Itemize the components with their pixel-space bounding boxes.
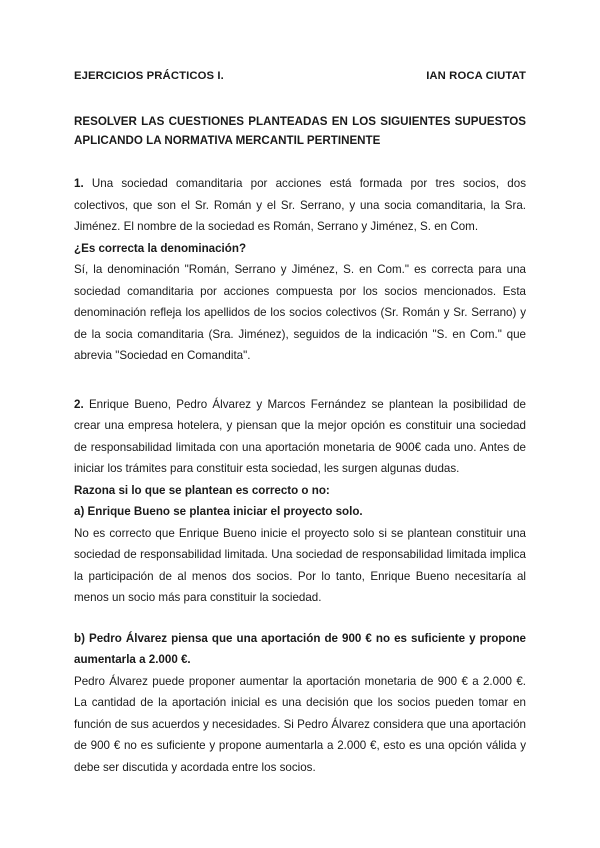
exercise-2b-answer: Pedro Álvarez puede proponer aumentar la aportación monetaria de 900 € a 2.000 €. La cantidad de la aportación inicial es una decisión que los socios pueden tomar en función de sus acuerdos y necesidades. Si Pedro Álvarez considera que una aportación de 900 € no es suficiente y propone aumentarla a 2.000 €, esto es una opción válida y debe ser discutida y acordada entre los socios. [74,674,526,774]
exercise-2-statement [74,394,526,480]
document-title: EJERCICIOS PRÁCTICOS I. [74,70,224,82]
exercise-1-statement [74,173,526,238]
exercise-2 [74,394,526,609]
exercise-2-question: Razona si lo que se plantean es correcto o no: [74,483,330,497]
exercise-2b [74,628,526,779]
exercise-2-number: 2. [74,397,84,411]
exercise-1-number: 1. [74,177,84,190]
exercise-1-answer: Sí, la denominación "Román, Serrano y Jiménez, S. en Com." es correcta para una sociedad comanditaria por acciones compuesta por los socios mencionados. Esta denominación refleja los apellidos de los socios colectivos (Sr. Román y Sr. Serrano) y de la socia comanditaria (Sra. Jiménez), seguidos de la indicación "S. en Com." que abrevia "Sociedad en Comandita". [74,263,526,362]
author-name: IAN ROCA CIUTAT [426,70,526,82]
exercise-2a-answer: No es correcto que Enrique Bueno inicie el proyecto solo si se plantean constituir una sociedad de responsabilidad limitada. Una sociedad de responsabilidad limitada implica la participación de al menos dos socios. Por lo tanto, Enrique Bueno necesitaría al menos un socio más para constituir la sociedad. [74,526,526,604]
document-header [74,70,526,82]
exercise-1-text: Una sociedad comanditaria por acciones está formada por tres socios, dos colectivos, que son el Sr. Román y el Sr. Serrano, y una socia comanditaria, la Sra. Jiménez. El nombre de la sociedad es Román, Serrano y Jiménez, S. en Com. [74,177,526,233]
exercise-2-text: Enrique Bueno, Pedro Álvarez y Marcos Fernández se plantean la posibilidad de crear una empresa hotelera, y piensan que la mejor opción es constituir una sociedad de responsabilidad limitada con una aportación monetaria de 900€ cada uno. Antes de iniciar los trámites para constituir esta sociedad, les surgen algunas dudas. [74,397,526,475]
instructions-heading: RESOLVER LAS CUESTIONES PLANTEADAS EN LOS SIGUIENTES SUPUESTOS APLICANDO LA NORMATIVA MERCANTIL PERTINENTE [74,115,526,147]
exercise-2a-question: a) Enrique Bueno se plantea iniciar el proyecto solo. [74,505,363,518]
exercise-2b-question: b) Pedro Álvarez piensa que una aportación de 900 € no es suficiente y propone aumentarla a 2.000 €. [74,631,526,666]
exercise-1 [74,173,526,367]
exercise-1-question: ¿Es correcta la denominación? [74,241,247,255]
